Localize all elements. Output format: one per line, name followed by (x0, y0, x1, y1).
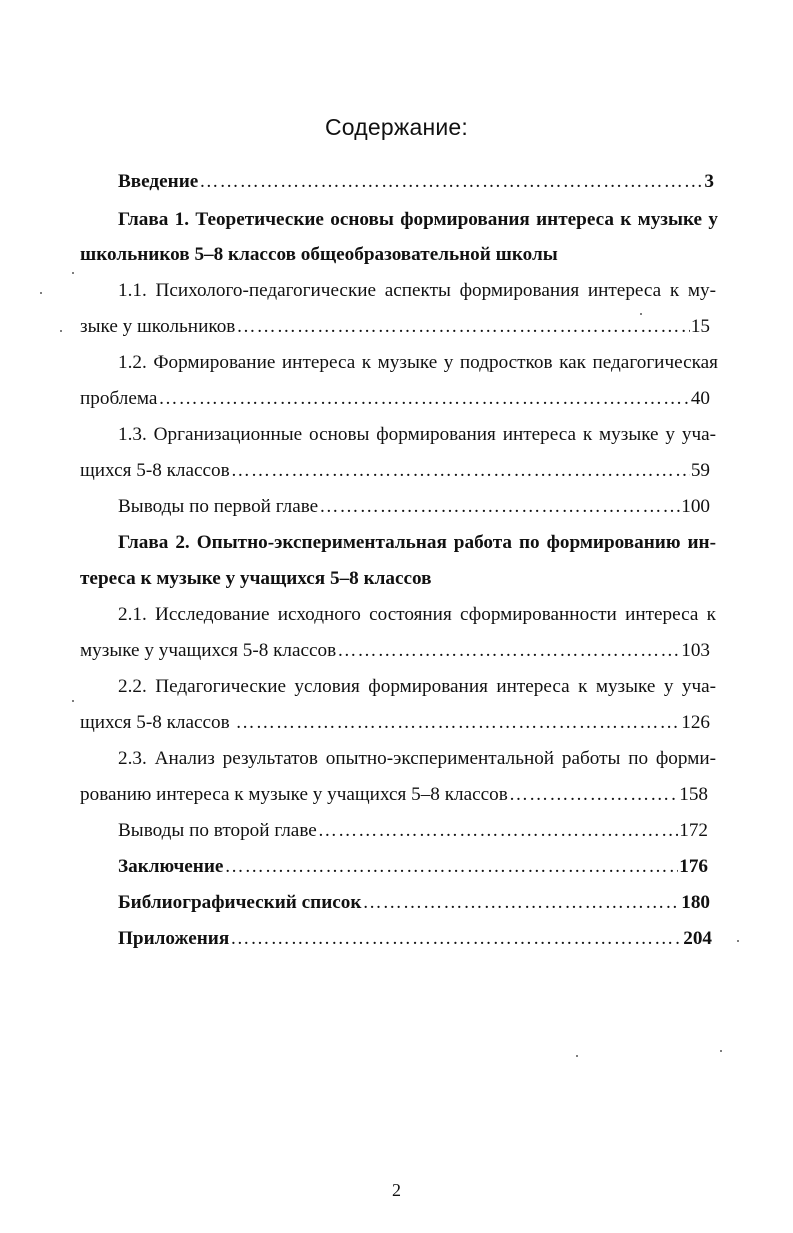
toc-entry-label: Библиографический список (118, 892, 362, 913)
toc-page-number: 204 (683, 928, 712, 949)
toc-leader-dots (318, 819, 678, 843)
toc-page-number: 172 (679, 820, 708, 841)
toc-leader-dots (224, 855, 678, 879)
toc-section-2-1-entry (80, 639, 710, 663)
toc-entry-introduction (118, 170, 714, 194)
scan-speck (576, 1055, 578, 1057)
toc-entry-label: зыке у школьников (80, 316, 236, 337)
toc-entry-conclusions-chapter1 (118, 495, 710, 519)
toc-page-number: 176 (679, 856, 708, 877)
toc-page-number: 103 (681, 640, 710, 661)
toc-page-number: 100 (681, 496, 710, 517)
toc-entry-label: Выводы по второй главе (118, 820, 317, 841)
toc-chapter1-title-line2: школьников 5–8 классов общеобразовательной школы (80, 244, 558, 265)
toc-chapter2-title-line1: Глава 2. Опытно-экспериментальная работа по формированию ин- (118, 532, 716, 553)
toc-page-number: 126 (681, 712, 710, 733)
scan-speck (720, 1050, 722, 1052)
toc-entry-label: щихся 5-8 классов (80, 460, 230, 481)
toc-section-1-3-line1: 1.3. Организационные основы формирования интереса к музыке у уча- (118, 424, 716, 445)
scan-speck (737, 940, 739, 942)
toc-section-1-3-entry (80, 459, 710, 483)
toc-leader-dots (158, 387, 689, 411)
toc-section-2-2-entry (80, 711, 710, 735)
toc-entry-label: Выводы по первой главе (118, 496, 319, 517)
toc-entry-conclusion (118, 855, 708, 879)
toc-page-number: 3 (704, 171, 714, 192)
toc-section-2-3-line1: 2.3. Анализ результатов опытно-экспериментальной работы по форми- (118, 748, 716, 769)
toc-leader-dots (362, 891, 680, 915)
page-title: Содержание: (324, 114, 468, 140)
toc-section-2-3-entry (80, 783, 708, 807)
toc-section-1-2-entry (80, 387, 710, 411)
toc-leader-dots (236, 315, 689, 339)
scan-speck (60, 330, 62, 332)
toc-leader-dots (337, 639, 680, 663)
toc-section-1-1-entry (80, 315, 710, 339)
toc-entry-label: проблема (80, 388, 158, 409)
toc-entry-label: щихся 5-8 классов (80, 712, 235, 733)
toc-page-number: 59 (690, 460, 710, 481)
toc-leader-dots (230, 927, 682, 951)
toc-chapter2-title-line2: тереса к музыке у учащихся 5–8 классов (80, 568, 432, 589)
scan-speck (40, 292, 42, 294)
toc-leader-dots (509, 783, 678, 807)
toc-entry-label: Заключение (118, 856, 224, 877)
toc-page-number: 180 (681, 892, 710, 913)
toc-leader-dots (319, 495, 680, 519)
toc-entry-conclusions-chapter2 (118, 819, 708, 843)
toc-page-number: 40 (690, 388, 710, 409)
toc-leader-dots (199, 170, 703, 194)
scan-speck (640, 313, 642, 315)
toc-leader-dots (236, 711, 681, 735)
toc-entry-label: музыке у учащихся 5-8 классов (80, 640, 337, 661)
toc-entry-label: Приложения (118, 928, 230, 949)
toc-chapter1-title-line1: Глава 1. Теоретические основы формирования интереса к музыке у (118, 209, 718, 230)
toc-entry-appendices (118, 927, 712, 951)
scan-speck (72, 272, 74, 274)
toc-page-number: 15 (690, 316, 710, 337)
toc-entry-label: рованию интереса к музыке у учащихся 5–8 классов (80, 784, 508, 805)
toc-section-1-2-line1: 1.2. Формирование интереса к музыке у подростков как педагогическая (118, 352, 718, 373)
toc-entry-bibliography (118, 891, 710, 915)
page-number: 2 (392, 1180, 401, 1200)
toc-section-2-2-line1: 2.2. Педагогические условия формирования интереса к музыке у уча- (118, 676, 716, 697)
scan-speck (72, 700, 74, 702)
toc-page-number: 158 (679, 784, 708, 805)
toc-entry-label: Введение (118, 171, 199, 192)
toc-section-2-1-line1: 2.1. Исследование исходного состояния сформированности интереса к (118, 604, 716, 625)
toc-section-1-1-line1: 1.1. Психолого-педагогические аспекты формирования интереса к му- (118, 280, 716, 301)
toc-leader-dots (231, 459, 690, 483)
